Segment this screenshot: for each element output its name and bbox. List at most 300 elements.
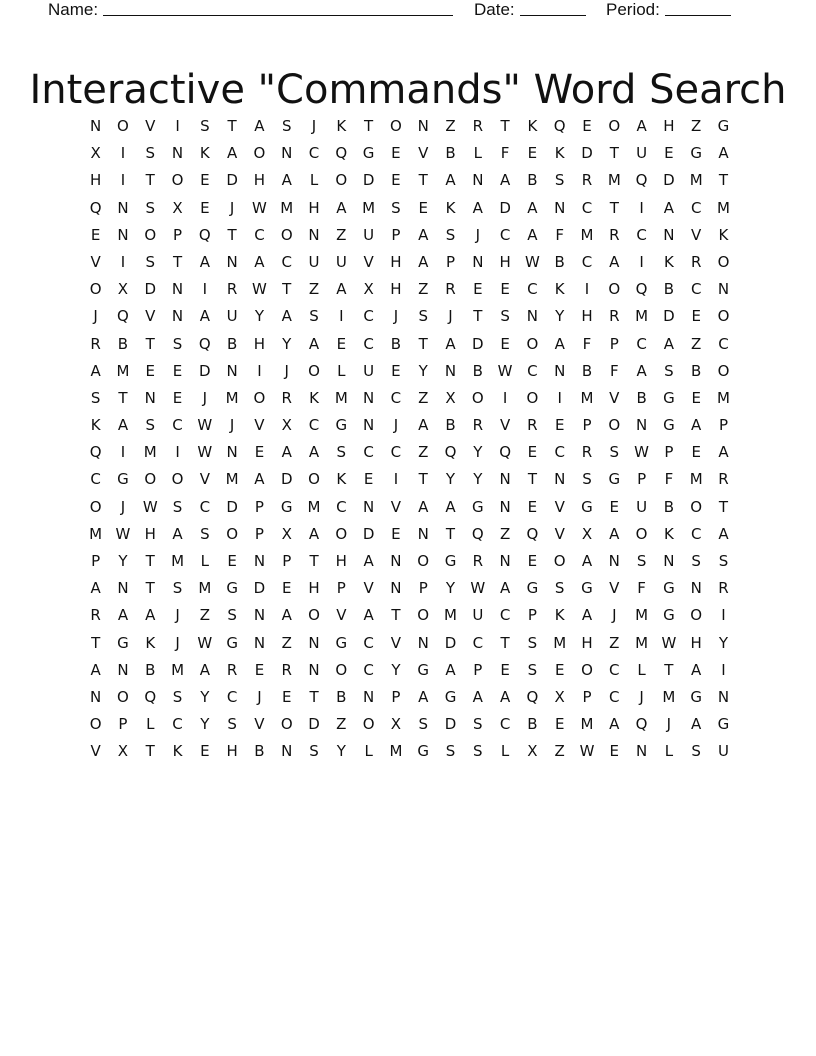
grid-letter[interactable]: A xyxy=(172,524,183,543)
grid-letter[interactable]: G xyxy=(417,660,430,679)
grid-letter[interactable]: N xyxy=(417,524,429,543)
grid-letter[interactable]: N xyxy=(281,144,293,163)
grid-letter[interactable]: R xyxy=(581,171,593,190)
grid-letter[interactable]: Z xyxy=(691,117,702,135)
grid-letter[interactable]: C xyxy=(308,416,320,435)
grid-letter[interactable]: D xyxy=(226,171,238,190)
grid-letter[interactable]: T xyxy=(309,687,319,706)
grid-letter[interactable]: M xyxy=(717,198,730,217)
grid-letter[interactable]: W xyxy=(470,579,486,598)
grid-letter[interactable]: O xyxy=(417,552,430,570)
grid-letter[interactable]: N xyxy=(499,552,511,570)
grid-letter[interactable]: H xyxy=(144,524,156,543)
grid-letter[interactable]: T xyxy=(418,470,428,489)
grid-letter[interactable]: O xyxy=(717,361,730,380)
grid-letter[interactable]: W xyxy=(524,252,540,271)
grid-letter[interactable]: A xyxy=(554,334,565,353)
grid-letter[interactable]: A xyxy=(499,171,511,190)
grid-letter[interactable]: Y xyxy=(445,470,456,489)
grid-letter[interactable]: A xyxy=(609,715,620,734)
grid-letter[interactable]: L xyxy=(337,361,346,380)
grid-letter[interactable]: S xyxy=(172,579,183,598)
grid-letter[interactable]: I xyxy=(120,144,126,163)
grid-letter[interactable]: A xyxy=(472,687,483,706)
grid-letter[interactable]: P xyxy=(473,660,483,679)
grid-letter[interactable]: E xyxy=(391,524,401,543)
grid-letter[interactable]: P xyxy=(582,416,592,435)
grid-letter[interactable]: N xyxy=(499,470,511,489)
grid-letter[interactable]: C xyxy=(636,334,647,353)
grid-letter[interactable]: K xyxy=(90,416,101,435)
grid-letter[interactable]: S xyxy=(145,416,155,435)
grid-letter[interactable]: Y xyxy=(473,470,483,489)
grid-letter[interactable]: C xyxy=(609,687,620,706)
grid-letter[interactable]: P xyxy=(718,416,728,435)
grid-letter[interactable]: O xyxy=(253,144,266,163)
grid-letter[interactable]: C xyxy=(336,497,347,516)
grid-letter[interactable]: S xyxy=(527,660,538,679)
grid-letter[interactable]: C xyxy=(472,633,484,652)
grid-letter[interactable]: E xyxy=(336,334,347,353)
grid-letter[interactable]: R xyxy=(690,252,702,271)
grid-letter[interactable]: S xyxy=(391,198,401,217)
grid-letter[interactable]: N xyxy=(171,280,184,299)
grid-letter[interactable]: S xyxy=(664,361,674,380)
grid-letter[interactable]: Q xyxy=(499,443,511,462)
grid-letter[interactable]: B xyxy=(554,252,565,271)
grid-letter[interactable]: A xyxy=(254,252,265,271)
grid-letter[interactable]: N xyxy=(117,660,129,679)
grid-letter[interactable]: Z xyxy=(336,715,347,734)
grid-letter[interactable]: H xyxy=(308,579,320,598)
grid-letter[interactable]: A xyxy=(609,524,620,543)
grid-letter[interactable]: L xyxy=(473,144,482,163)
grid-letter[interactable]: E xyxy=(281,687,292,706)
grid-letter[interactable]: S xyxy=(445,225,456,244)
grid-letter[interactable]: H xyxy=(226,742,238,761)
grid-letter[interactable]: X xyxy=(527,742,538,761)
grid-letter[interactable]: I xyxy=(584,280,590,299)
grid-letter[interactable]: O xyxy=(89,715,102,734)
grid-letter[interactable]: A xyxy=(663,198,675,217)
grid-letter[interactable]: A xyxy=(308,524,320,543)
grid-letter[interactable]: H xyxy=(335,552,347,570)
grid-letter[interactable]: N xyxy=(308,225,320,244)
grid-letter[interactable]: E xyxy=(582,117,592,135)
grid-letter[interactable]: C xyxy=(636,225,647,244)
grid-letter[interactable]: G xyxy=(417,742,430,761)
grid-letter[interactable]: S xyxy=(582,470,592,489)
grid-letter[interactable]: T xyxy=(473,307,483,326)
grid-letter[interactable]: D xyxy=(444,633,457,652)
grid-letter[interactable]: I xyxy=(639,252,644,271)
grid-letter[interactable]: E xyxy=(500,280,510,299)
grid-letter[interactable]: R xyxy=(609,225,620,244)
grid-letter[interactable]: N xyxy=(554,361,566,380)
grid-letter[interactable]: E xyxy=(664,144,674,163)
grid-letter[interactable]: A xyxy=(636,361,647,380)
grid-letter[interactable]: F xyxy=(637,579,646,598)
grid-letter[interactable]: S xyxy=(172,497,183,516)
grid-letter[interactable]: U xyxy=(226,307,238,326)
grid-letter[interactable]: Y xyxy=(200,715,210,734)
grid-letter[interactable]: E xyxy=(281,579,292,598)
grid-letter[interactable]: A xyxy=(254,470,265,489)
grid-letter[interactable]: J xyxy=(311,117,317,135)
grid-letter[interactable]: A xyxy=(499,687,511,706)
grid-letter[interactable]: A xyxy=(527,198,538,217)
grid-letter[interactable]: B xyxy=(691,361,702,380)
grid-letter[interactable]: C xyxy=(199,497,211,516)
grid-letter[interactable]: P xyxy=(118,715,128,734)
grid-letter[interactable]: N xyxy=(117,579,129,598)
grid-letter[interactable]: Y xyxy=(418,361,428,380)
grid-letter[interactable]: P xyxy=(418,579,428,598)
grid-letter[interactable]: E xyxy=(90,225,101,244)
grid-letter[interactable]: C xyxy=(281,252,292,271)
grid-letter[interactable]: Q xyxy=(635,171,648,190)
grid-letter[interactable]: B xyxy=(390,334,402,353)
grid-letter[interactable]: A xyxy=(281,606,292,625)
grid-letter[interactable]: U xyxy=(308,252,320,271)
grid-letter[interactable]: M xyxy=(553,633,567,652)
grid-letter[interactable]: M xyxy=(362,198,376,217)
grid-letter[interactable]: G xyxy=(335,416,348,435)
grid-letter[interactable]: T xyxy=(418,334,428,353)
grid-letter[interactable]: N xyxy=(554,470,566,489)
grid-letter[interactable]: A xyxy=(90,660,101,679)
grid-letter[interactable]: N xyxy=(663,225,675,244)
grid-letter[interactable]: K xyxy=(336,470,347,489)
grid-letter[interactable]: H xyxy=(581,307,593,326)
grid-letter[interactable]: L xyxy=(664,742,674,761)
grid-letter[interactable]: R xyxy=(281,660,292,679)
grid-letter[interactable]: J xyxy=(175,606,180,625)
grid-letter[interactable]: P xyxy=(91,552,101,570)
grid-letter[interactable]: V xyxy=(90,742,101,761)
grid-letter[interactable]: Z xyxy=(418,280,429,299)
grid-letter[interactable]: O xyxy=(335,660,348,679)
grid-letter[interactable]: T xyxy=(609,198,619,217)
grid-letter[interactable]: C xyxy=(499,225,511,244)
grid-letter[interactable]: B xyxy=(663,280,675,299)
grid-letter[interactable]: M xyxy=(389,742,403,761)
grid-letter[interactable]: C xyxy=(90,470,101,489)
grid-letter[interactable]: P xyxy=(391,687,401,706)
grid-letter[interactable]: O xyxy=(608,416,621,435)
grid-letter[interactable]: S xyxy=(500,307,510,326)
grid-letter[interactable]: O xyxy=(89,280,102,299)
grid-letter[interactable]: N xyxy=(281,742,293,761)
grid-letter[interactable]: J xyxy=(229,416,235,435)
grid-letter[interactable]: S xyxy=(636,552,647,570)
grid-letter[interactable]: O xyxy=(417,606,430,625)
grid-letter[interactable]: A xyxy=(718,144,729,163)
grid-letter[interactable]: V xyxy=(145,307,156,326)
grid-letter[interactable]: D xyxy=(663,307,675,326)
grid-letter[interactable]: G xyxy=(581,497,593,516)
grid-letter[interactable]: O xyxy=(226,524,239,543)
grid-letter[interactable]: O xyxy=(717,307,730,326)
grid-letter[interactable]: M xyxy=(662,687,676,706)
grid-letter[interactable]: R xyxy=(609,307,620,326)
grid-letter[interactable]: S xyxy=(418,307,428,326)
grid-letter[interactable]: G xyxy=(226,633,238,652)
grid-letter[interactable]: A xyxy=(691,660,702,679)
grid-letter[interactable]: N xyxy=(472,252,484,271)
grid-letter[interactable]: P xyxy=(173,225,183,244)
grid-letter[interactable]: D xyxy=(199,361,211,380)
grid-letter[interactable]: B xyxy=(117,334,129,353)
grid-letter[interactable]: D xyxy=(280,470,293,489)
grid-letter[interactable]: A xyxy=(117,416,129,435)
grid-letter[interactable]: V xyxy=(363,579,374,598)
grid-letter[interactable]: A xyxy=(336,198,347,217)
grid-letter[interactable]: A xyxy=(90,579,101,598)
grid-letter[interactable]: E xyxy=(500,334,510,353)
grid-letter[interactable]: N xyxy=(363,687,375,706)
grid-letter[interactable]: G xyxy=(608,470,621,489)
grid-letter[interactable]: T xyxy=(172,252,183,271)
grid-letter[interactable]: O xyxy=(308,606,320,625)
grid-letter[interactable]: H xyxy=(663,117,675,135)
grid-letter[interactable]: C xyxy=(718,334,729,353)
grid-letter[interactable]: A xyxy=(90,361,101,380)
grid-letter[interactable]: Z xyxy=(199,606,210,625)
grid-letter[interactable]: D xyxy=(362,171,375,190)
grid-letter[interactable]: O xyxy=(117,687,129,706)
grid-letter[interactable]: W xyxy=(115,524,131,543)
grid-letter[interactable]: U xyxy=(636,144,648,163)
grid-letter[interactable]: N xyxy=(308,633,320,652)
grid-letter[interactable]: N xyxy=(253,633,266,652)
grid-letter[interactable]: T xyxy=(664,660,674,679)
grid-letter[interactable]: F xyxy=(500,144,510,163)
grid-letter[interactable]: N xyxy=(363,388,375,407)
grid-letter[interactable]: K xyxy=(527,117,538,135)
grid-letter[interactable]: K xyxy=(663,252,674,271)
grid-letter[interactable]: Z xyxy=(554,742,565,761)
grid-letter[interactable]: T xyxy=(309,552,319,570)
grid-letter[interactable]: X xyxy=(90,144,101,163)
grid-letter[interactable]: H xyxy=(690,633,702,652)
grid-letter[interactable]: G xyxy=(581,579,593,598)
grid-letter[interactable]: A xyxy=(499,579,511,598)
grid-letter[interactable]: T xyxy=(227,117,237,135)
grid-letter[interactable]: D xyxy=(144,280,157,299)
grid-letter[interactable]: P xyxy=(254,524,264,543)
grid-letter[interactable]: B xyxy=(527,171,538,190)
grid-letter[interactable]: V xyxy=(418,144,429,163)
grid-letter[interactable]: G xyxy=(444,552,457,570)
grid-letter[interactable]: Y xyxy=(200,687,210,706)
grid-letter[interactable]: A xyxy=(418,225,429,244)
grid-letter[interactable]: E xyxy=(691,388,701,407)
grid-letter[interactable]: Z xyxy=(445,117,456,135)
grid-letter[interactable]: T xyxy=(145,171,155,190)
grid-letter[interactable]: H xyxy=(390,252,402,271)
grid-letter[interactable]: O xyxy=(280,225,293,244)
grid-letter[interactable]: I xyxy=(175,117,180,135)
grid-letter[interactable]: Z xyxy=(281,633,292,652)
grid-letter[interactable]: K xyxy=(172,742,183,761)
grid-letter[interactable]: K xyxy=(445,198,456,217)
grid-letter[interactable]: T xyxy=(282,280,292,299)
grid-letter[interactable]: O xyxy=(308,470,320,489)
grid-letter[interactable]: G xyxy=(690,144,702,163)
grid-letter[interactable]: T xyxy=(718,497,729,516)
grid-letter[interactable]: O xyxy=(117,117,129,135)
grid-letter[interactable]: O xyxy=(526,388,539,407)
grid-letter[interactable]: J xyxy=(475,225,481,244)
grid-letter[interactable]: K xyxy=(336,117,347,135)
grid-letter[interactable]: O xyxy=(335,524,348,543)
grid-letter[interactable]: J xyxy=(257,687,262,706)
grid-letter[interactable]: J xyxy=(229,198,235,217)
grid-letter[interactable]: Z xyxy=(418,388,429,407)
grid-letter[interactable]: V xyxy=(499,416,511,435)
grid-letter[interactable]: B xyxy=(527,715,538,734)
grid-letter[interactable]: N xyxy=(444,361,457,380)
grid-letter[interactable]: G xyxy=(280,497,293,516)
grid-letter[interactable]: N xyxy=(226,443,238,462)
grid-letter[interactable]: W xyxy=(497,361,513,380)
grid-letter[interactable]: M xyxy=(171,660,185,679)
grid-letter[interactable]: V xyxy=(90,252,101,271)
grid-letter[interactable]: N xyxy=(663,552,675,570)
grid-letter[interactable]: A xyxy=(418,416,429,435)
grid-letter[interactable]: E xyxy=(473,280,483,299)
grid-letter[interactable]: J xyxy=(93,307,98,326)
grid-letter[interactable]: T xyxy=(527,470,537,489)
grid-letter[interactable]: A xyxy=(227,144,238,163)
grid-letter[interactable]: O xyxy=(253,388,266,407)
grid-letter[interactable]: N xyxy=(308,660,320,679)
grid-letter[interactable]: U xyxy=(636,497,648,516)
grid-letter[interactable]: Y xyxy=(718,633,729,652)
grid-letter[interactable]: E xyxy=(145,361,155,380)
grid-letter[interactable]: N xyxy=(90,687,102,706)
grid-letter[interactable]: V xyxy=(609,388,620,407)
grid-letter[interactable]: T xyxy=(500,633,510,652)
grid-letter[interactable]: A xyxy=(581,552,593,570)
grid-letter[interactable]: E xyxy=(200,198,210,217)
grid-letter[interactable]: U xyxy=(717,742,729,761)
grid-letter[interactable]: I xyxy=(557,388,562,407)
grid-letter[interactable]: M xyxy=(89,524,103,543)
grid-letter[interactable]: I xyxy=(202,280,208,299)
grid-letter[interactable]: S xyxy=(609,443,620,462)
grid-letter[interactable]: S xyxy=(718,552,729,570)
grid-letter[interactable]: Q xyxy=(526,687,539,706)
grid-letter[interactable]: C xyxy=(363,633,374,652)
grid-letter[interactable]: E xyxy=(172,388,183,407)
grid-letter[interactable]: A xyxy=(281,171,292,190)
grid-letter[interactable]: V xyxy=(145,117,156,135)
grid-letter[interactable]: Z xyxy=(418,443,429,462)
grid-letter[interactable]: N xyxy=(117,198,129,217)
grid-letter[interactable]: M xyxy=(635,606,649,625)
grid-letter[interactable]: F xyxy=(609,361,619,380)
grid-letter[interactable]: N xyxy=(171,307,184,326)
grid-letter[interactable]: H xyxy=(253,334,266,353)
grid-letter[interactable]: T xyxy=(145,334,155,353)
grid-letter[interactable]: N xyxy=(690,579,702,598)
grid-letter[interactable]: Q xyxy=(635,715,648,734)
grid-letter[interactable]: J xyxy=(393,307,399,326)
grid-letter[interactable]: R xyxy=(90,606,101,625)
grid-letter[interactable]: O xyxy=(717,252,730,271)
grid-letter[interactable]: G xyxy=(444,687,457,706)
grid-letter[interactable]: S xyxy=(527,633,538,652)
grid-letter[interactable]: B xyxy=(226,334,238,353)
grid-letter[interactable]: C xyxy=(390,443,402,462)
grid-letter[interactable]: E xyxy=(527,443,538,462)
grid-letter[interactable]: A xyxy=(418,252,429,271)
grid-letter[interactable]: X xyxy=(172,198,183,217)
grid-letter[interactable]: Q xyxy=(471,524,484,543)
grid-letter[interactable]: V xyxy=(363,252,374,271)
grid-letter[interactable]: P xyxy=(664,443,674,462)
grid-letter[interactable]: M xyxy=(116,361,130,380)
grid-letter[interactable]: H xyxy=(90,171,102,190)
grid-letter[interactable]: H xyxy=(581,633,593,652)
grid-letter[interactable]: S xyxy=(691,742,701,761)
grid-letter[interactable]: X xyxy=(117,280,129,299)
grid-letter[interactable]: J xyxy=(120,497,126,516)
grid-letter[interactable]: O xyxy=(390,117,402,135)
grid-letter[interactable]: G xyxy=(335,633,348,652)
grid-letter[interactable]: C xyxy=(499,715,511,734)
grid-letter[interactable]: E xyxy=(554,660,565,679)
grid-letter[interactable]: O xyxy=(690,497,703,516)
grid-letter[interactable]: C xyxy=(690,280,702,299)
grid-letter[interactable]: R xyxy=(445,280,456,299)
grid-letter[interactable]: Y xyxy=(118,552,128,570)
grid-letter[interactable]: G xyxy=(663,416,675,435)
grid-letter[interactable]: K xyxy=(718,225,729,244)
grid-letter[interactable]: L xyxy=(309,171,319,190)
grid-letter[interactable]: R xyxy=(472,552,484,570)
grid-letter[interactable]: V xyxy=(254,715,265,734)
grid-letter[interactable]: T xyxy=(500,117,510,135)
grid-letter[interactable]: D xyxy=(362,524,375,543)
grid-letter[interactable]: M xyxy=(635,633,649,652)
grid-letter[interactable]: M xyxy=(334,388,348,407)
grid-letter[interactable]: G xyxy=(117,633,129,652)
grid-letter[interactable]: P xyxy=(527,606,537,625)
grid-letter[interactable]: M xyxy=(225,388,239,407)
grid-letter[interactable]: S xyxy=(554,171,565,190)
grid-letter[interactable]: M xyxy=(307,497,321,516)
grid-letter[interactable]: Q xyxy=(335,144,348,163)
grid-letter[interactable]: N xyxy=(117,225,129,244)
grid-letter[interactable]: P xyxy=(637,470,647,489)
grid-letter[interactable]: J xyxy=(284,361,289,380)
grid-letter[interactable]: R xyxy=(226,280,238,299)
grid-letter[interactable]: R xyxy=(472,117,484,135)
grid-letter[interactable]: E xyxy=(527,497,538,516)
grid-letter[interactable]: X xyxy=(581,524,593,543)
grid-letter[interactable]: D xyxy=(663,171,675,190)
grid-letter[interactable]: M xyxy=(580,225,594,244)
grid-letter[interactable]: S xyxy=(445,742,456,761)
grid-letter[interactable]: V xyxy=(199,470,210,489)
grid-letter[interactable]: E xyxy=(691,307,701,326)
grid-letter[interactable]: O xyxy=(335,171,348,190)
grid-letter[interactable]: Y xyxy=(336,742,346,761)
grid-letter[interactable]: U xyxy=(363,225,375,244)
